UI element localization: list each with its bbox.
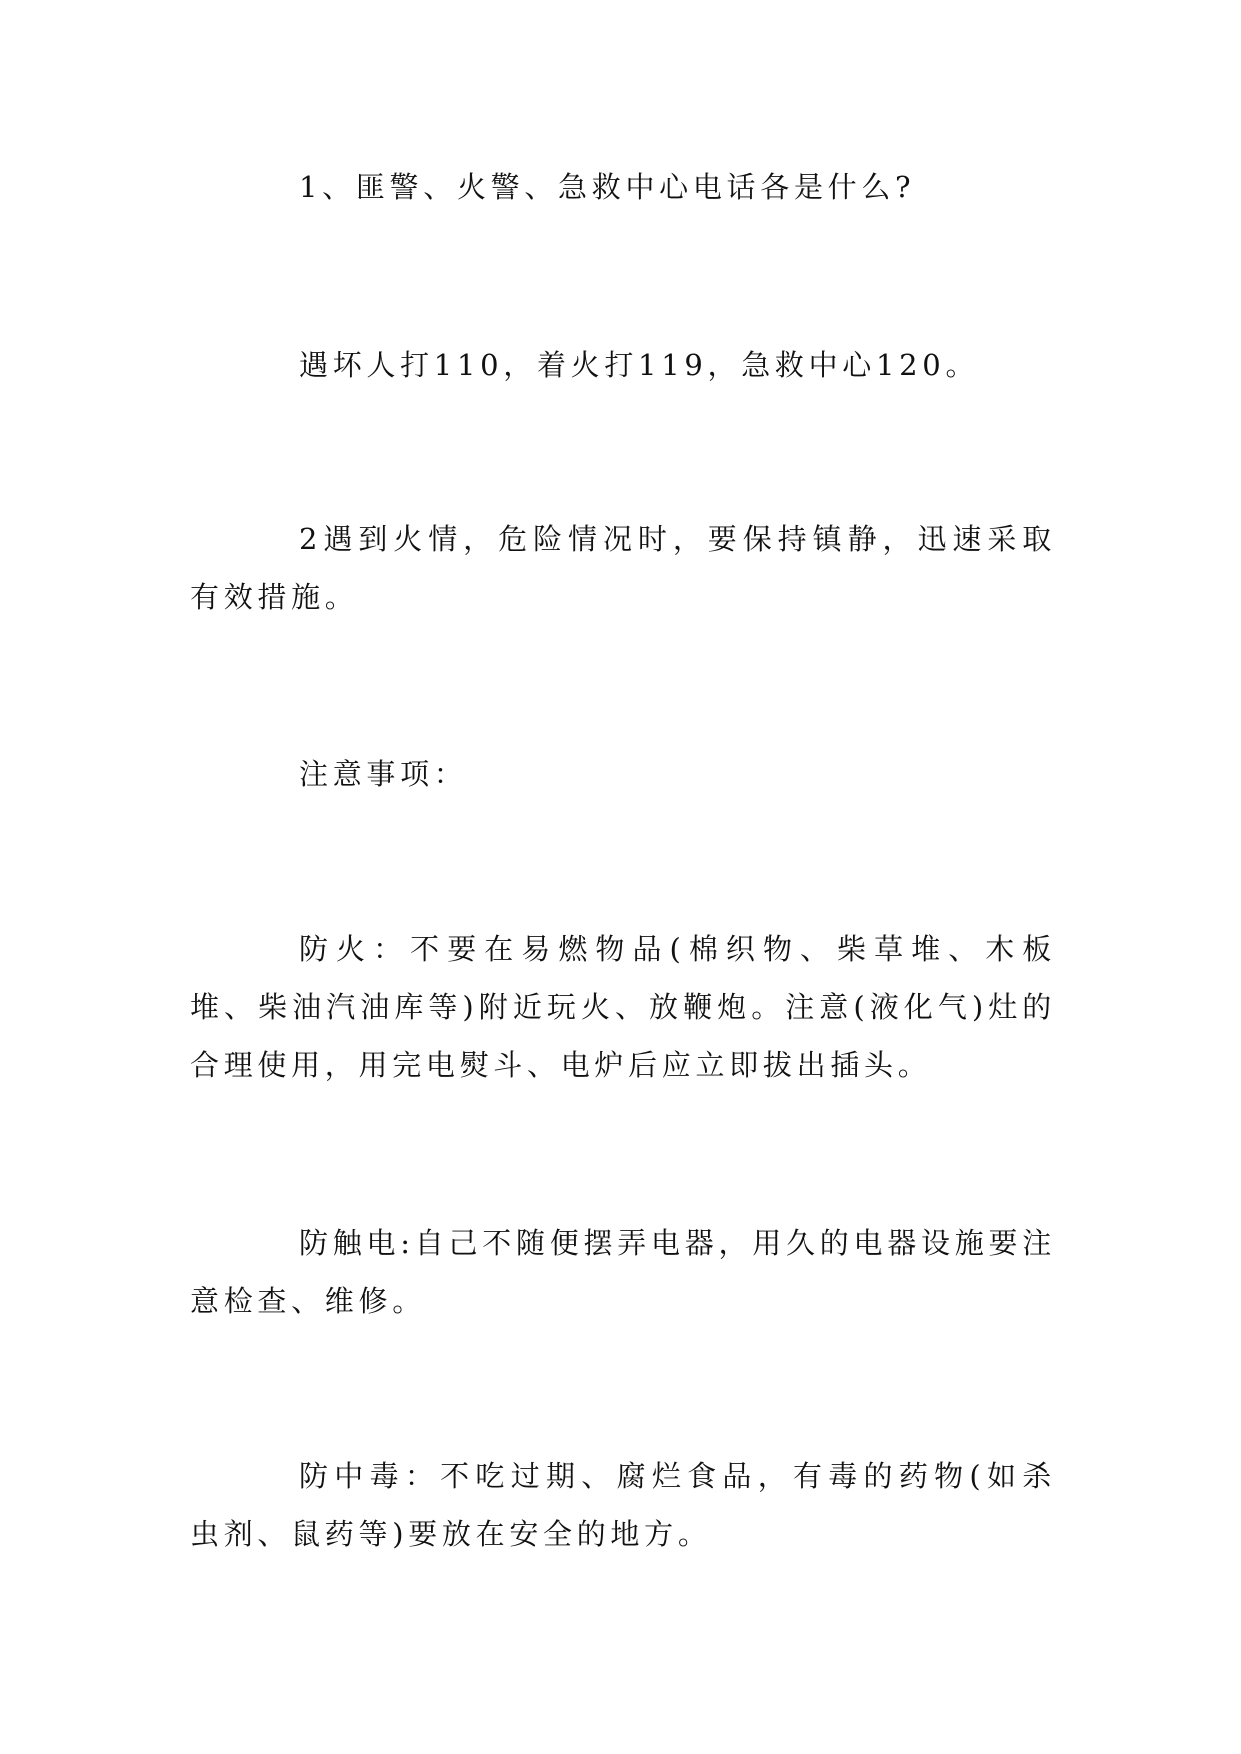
fire-danger-advice: 2遇到火情，危险情况时，要保持镇静，迅速采取有效措施。 bbox=[190, 522, 1056, 614]
notes-heading: 注意事项： bbox=[299, 757, 468, 791]
electric-shock-prevention-paragraph: 防触电:自己不随便摆弄电器，用久的电器设施要注意检查、维修。 bbox=[190, 1226, 1056, 1318]
question-emergency-numbers: 1、匪警、火警、急救中心电话各是什么? bbox=[299, 170, 916, 204]
poisoning-prevention-paragraph: 防中毒：不吃过期、腐烂食品，有毒的药物(如杀虫剂、鼠药等)要放在安全的地方。 bbox=[190, 1459, 1056, 1551]
answer-emergency-numbers: 遇坏人打110，着火打119，急救中心120。 bbox=[299, 348, 980, 382]
fire-prevention-paragraph: 防火：不要在易燃物品(棉织物、柴草堆、木板堆、柴油汽油库等)附近玩火、放鞭炮。注意(液化气)灶的合理使用，用完电熨斗、电炉后应立即拔出插头。 bbox=[190, 932, 1056, 1082]
